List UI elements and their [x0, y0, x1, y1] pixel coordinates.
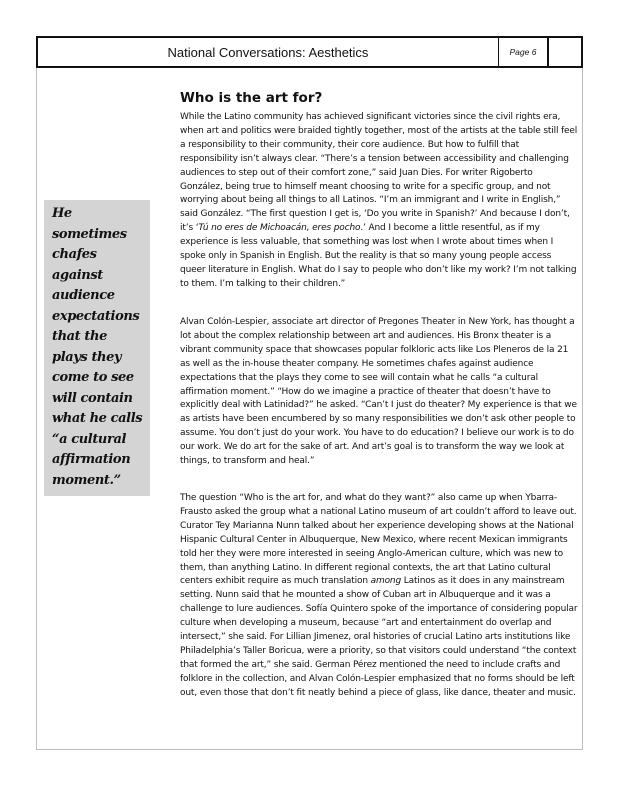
- paragraph-3-italic-word: among: [370, 576, 402, 587]
- paragraph-3: [180, 492, 578, 701]
- paragraph-1: [180, 111, 578, 292]
- paragraph-1-text-c: .’ And I become a little resentful, as if my experience is less valuable, that something was lost when I wrote about times when I spoke only in Spanish in English. But the reality is that so many young people access queer literature in English. What do I say to people who don’t like my work? I’m not talking to them. I’m talking to their children.”: [180, 223, 577, 289]
- paragraph-1-text-a: While the Latino community has achieved significant victories since the civil rights era, when art and politics were braided tightly together, most of the artists at the table still feel a responsibility to their community, their core audience. But how to fulfill that responsibility isn’t always clear. “There’s a tension between accessibility and challenging audiences to step out of their comfort zone,” said Juan Dies. For writer Rigoberto González, being true to himself meant choosing to write for a specific group, and not worrying about being all things to all Latinos. “I’m an immigrant and I write in English,” said González. “The first question I get is, ‘Do you write in Spanish?’ And because I don’t, it’s ‘: [180, 112, 578, 234]
- paragraph-3-text-c: Latinos as it does in any mainstream setting. Nunn said that he mounted a show of Cuban art in Albuquerque and it was a challenge to lure audiences. Sofía Quintero spoke of the importance of considering popular culture when developing a museum, because “art and entertainment do overlap and intersect,” she said. For Lillian Jimenez, oral histories of crucial Latino arts institutions like Philadelphia’s Taller Boricua, were a priority, so that visitors could understand “the context that formed the art,” she said. German Pérez mentioned the need to include crafts and folklore in the collection, and Alvan Colón-Lespier emphasized that no forms should be left out, even those that don’t fit neatly behind a piece of glass, like dance, theater and music.: [180, 576, 578, 698]
- pull-quote-text: He sometimes chafes against audience expectations that the plays they come to see will contain what he calls “a cultural affirmation moment.”: [52, 206, 143, 488]
- page-number: Page 6: [498, 38, 547, 66]
- page-header: [36, 36, 583, 68]
- header-blank-cell: [547, 38, 581, 66]
- pull-quote: [44, 200, 150, 496]
- paragraph-1-italic-quote: Tú no eres de Michoacán, eres pocho: [198, 223, 361, 234]
- document-title: National Conversations: Aesthetics: [167, 44, 369, 60]
- section-heading: Who is the art for?: [180, 90, 323, 106]
- paragraph-3-text-a: The question “Who is the art for, and what do they want?” also came up when Ybarra-Frausto asked the group what a national Latino museum of art couldn’t afford to leave out. Curator Tey Marianna Nunn talked about her experience developing shows at the National Hispanic Cultural Center in Albuquerque, New Mexico, where recent Mexican immigrants told her they were more interested in seeing Anglo-American culture, which was new to them, than anything Latino. In different regional contexts, the art that Latino cultural centers exhibit require as much translation: [180, 493, 577, 587]
- paragraph-2: Alvan Colón-Lespier, associate art director of Pregones Theater in New York, has thought a lot about the complex relationship between art and audiences. His Bronx theater is a vibrant community space that showcases popular folkloric acts like Los Pleneros de la 21 as well as the in-house theater company. He sometimes chafes against audience expectations that the plays they come to see will contain what he calls “a cultural affirmation moment.” “How do we imagine a practice of theater that doesn’t have to explicitly deal with Latinidad?” he asked. “Can’t I just do theater? My experience is that we as artists have been encumbered by so many responsibilities we don’t ask other people to assume. You don’t just do your work. You have to do education? I believe our work is to do our work. We do art for the sake of art. And art’s goal is to transform the way we look at things, to transform and heal.”: [180, 317, 577, 467]
